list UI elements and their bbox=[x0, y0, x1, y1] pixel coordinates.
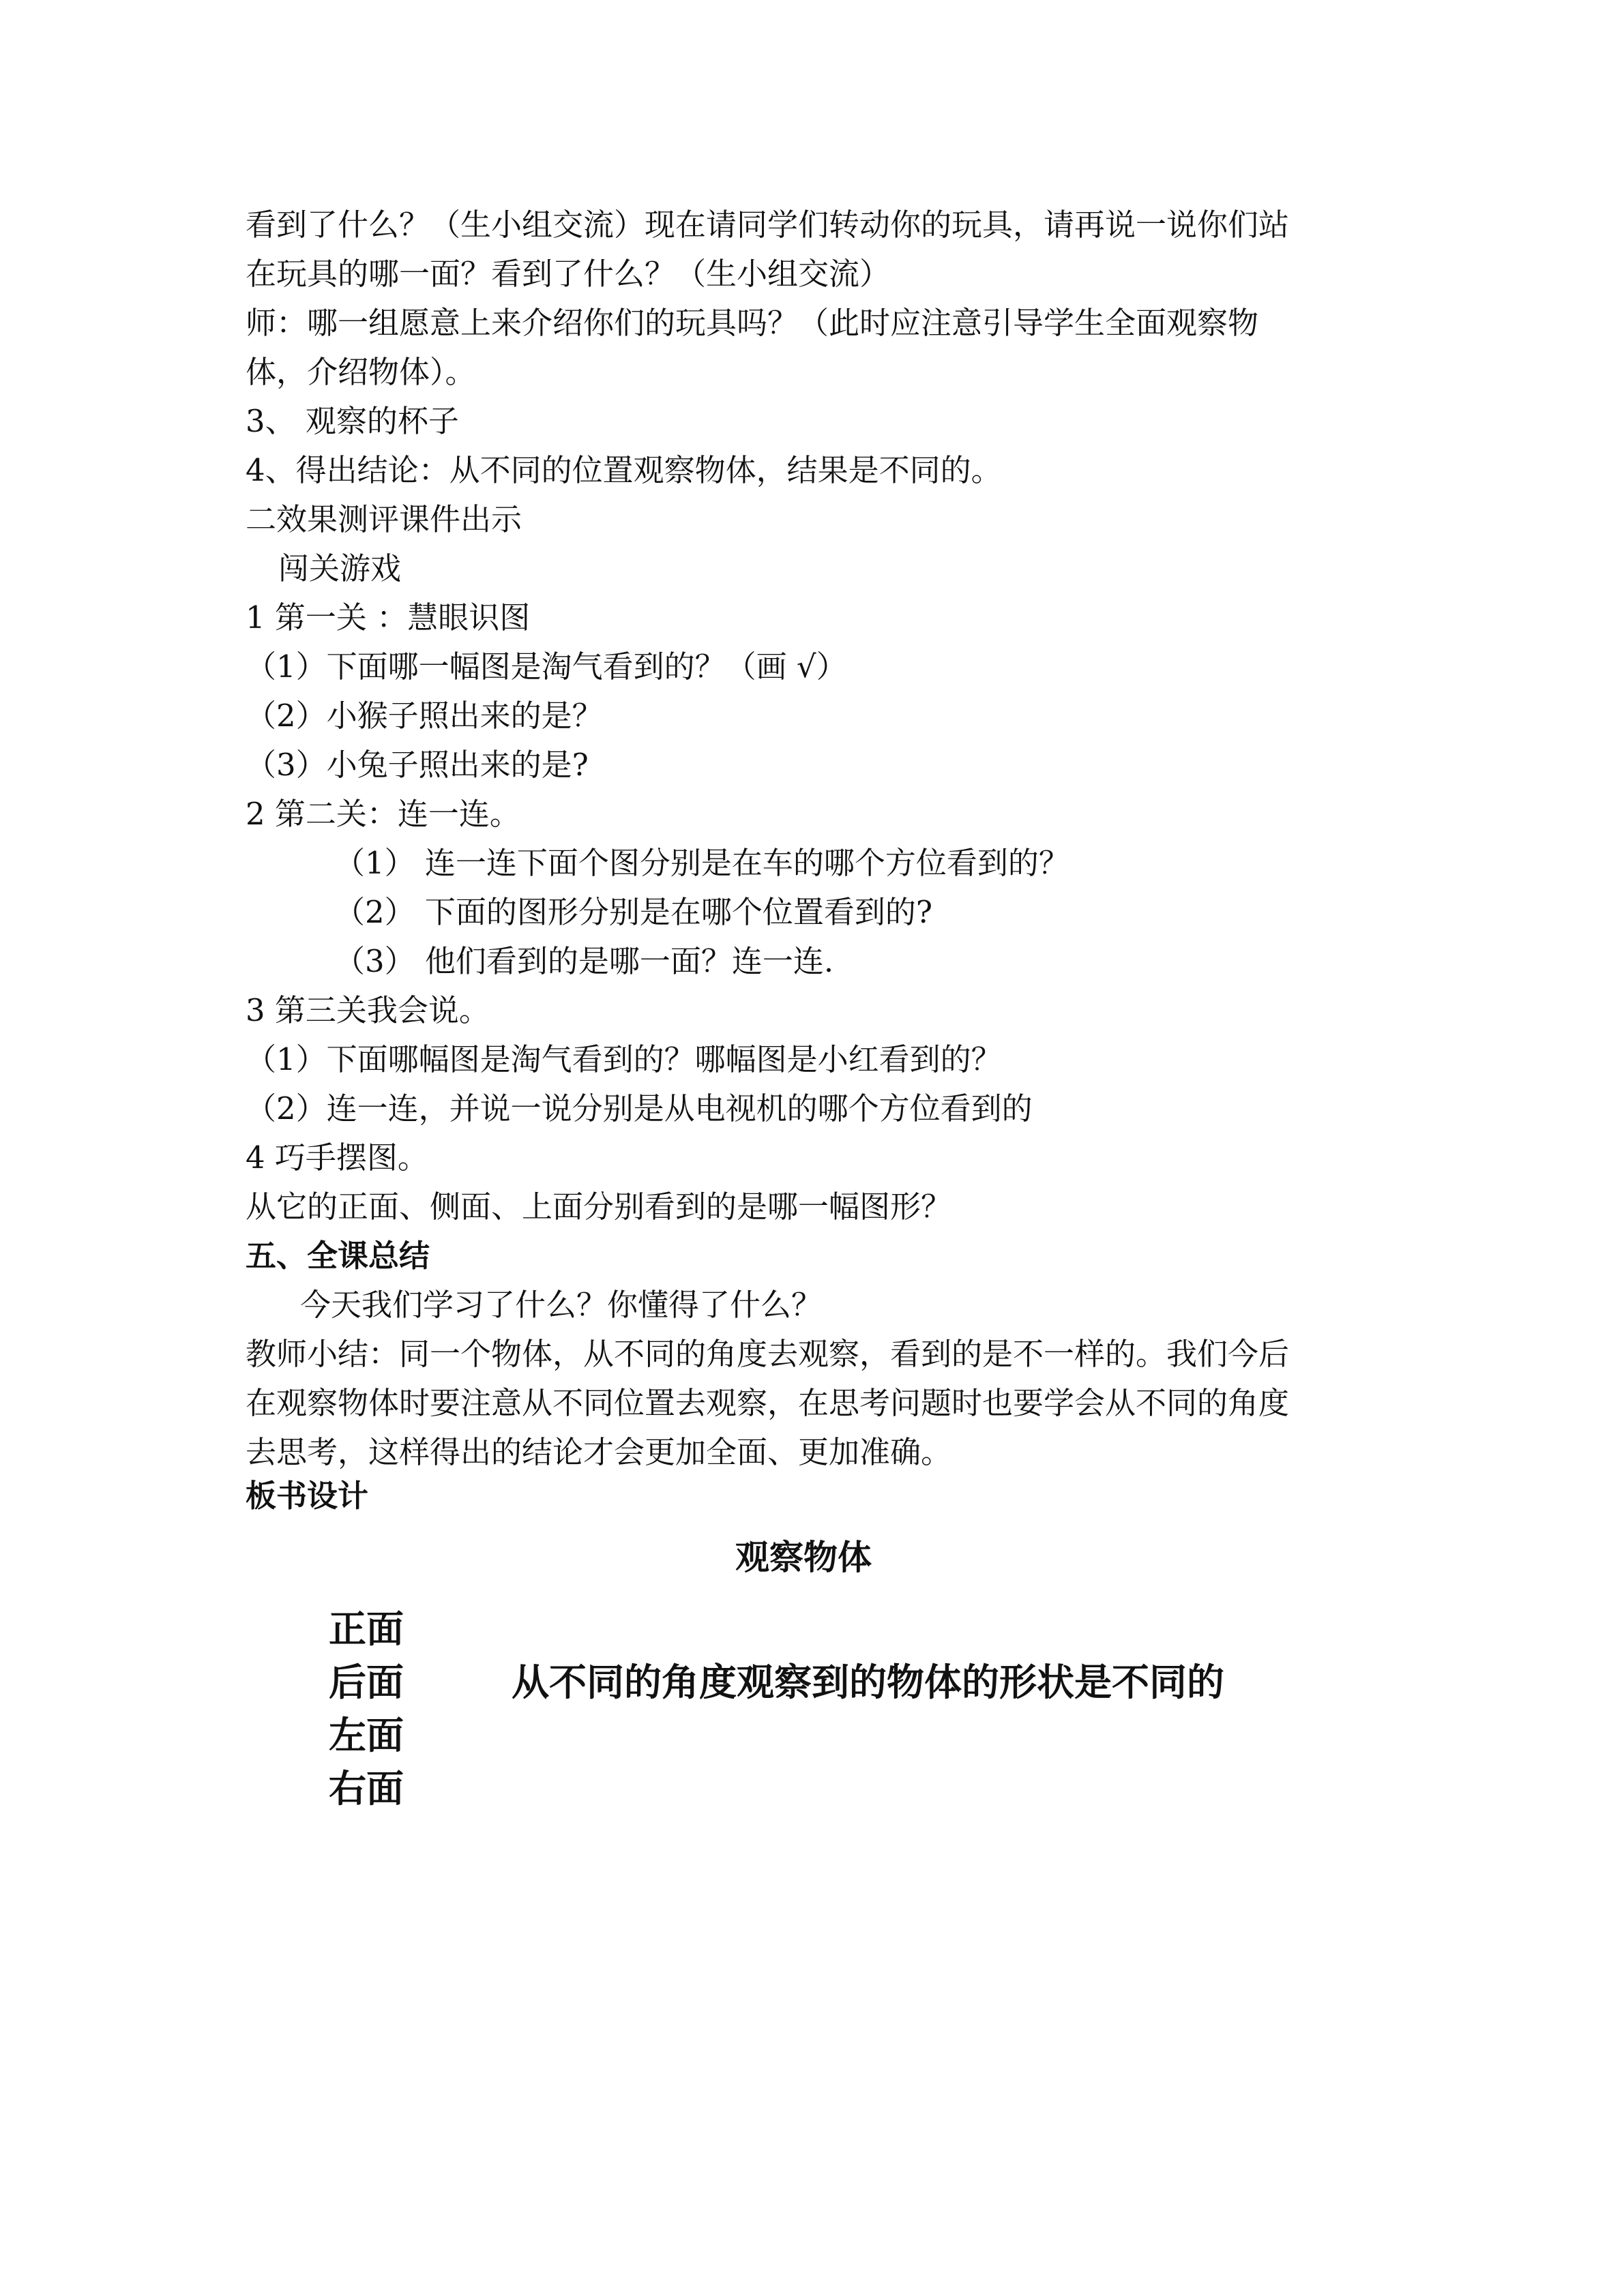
section-heading-summary: 五、全课总结 bbox=[246, 1238, 430, 1274]
text-line-3: 师：哪一组愿意上来介绍你们的玩具吗？（此时应注意引导学生全面观察物 bbox=[246, 305, 1259, 341]
teacher-summary-line-2: 在观察物体时要注意从不同位置去观察，在思考问题时也要学会从不同的角度 bbox=[246, 1385, 1290, 1421]
level-3-heading: 3 第三关我会说。 bbox=[246, 992, 490, 1028]
text-line-6: 4、得出结论：从不同的位置观察物体，结果是不同的。 bbox=[246, 452, 1002, 488]
text-line-2: 在玩具的哪一面？看到了什么？（生小组交流） bbox=[246, 256, 891, 292]
text-line-5: 3、 观察的杯子 bbox=[246, 403, 459, 439]
text-line-8: 闯关游戏 bbox=[278, 550, 402, 586]
board-design-heading: 板书设计 bbox=[246, 1478, 369, 1514]
board-face-front: 正面 bbox=[329, 1607, 404, 1651]
level-2-item-3: （3） 他们看到的是哪一面？连一连. bbox=[334, 943, 834, 979]
level-4-heading: 4 巧手摆图。 bbox=[246, 1139, 428, 1176]
board-face-left: 左面 bbox=[329, 1714, 404, 1757]
level-1-item-1: （1）下面哪一幅图是淘气看到的？（画 √） bbox=[246, 648, 847, 685]
level-2-item-1: （1） 连一连下面个图分别是在车的哪个方位看到的？ bbox=[334, 845, 1069, 881]
level-3-item-2: （2）连一连，并说一说分别是从电视机的哪个方位看到的 bbox=[246, 1090, 1033, 1127]
summary-question: 今天我们学习了什么？你懂得了什么？ bbox=[300, 1287, 823, 1323]
level-1-heading: 1 第一关 ：慧眼识图 bbox=[246, 599, 531, 636]
level-4-question: 从它的正面、侧面、上面分别看到的是哪一幅图形？ bbox=[246, 1189, 952, 1225]
text-line-4: 体，介绍物体）。 bbox=[246, 354, 476, 390]
level-1-item-2: （2）小猴子照出来的是？ bbox=[246, 698, 603, 734]
board-title: 观察物体 bbox=[735, 1538, 872, 1577]
text-line-1: 看到了什么？（生小组交流）现在请同学们转动你的玩具，请再说一说你们站 bbox=[246, 207, 1290, 243]
board-face-right: 右面 bbox=[329, 1767, 404, 1810]
teacher-summary-line-3: 去思考，这样得出的结论才会更加全面、更加准确。 bbox=[246, 1434, 952, 1470]
level-2-item-2: （2） 下面的图形分别是在哪个位置看到的? bbox=[334, 894, 933, 930]
section-heading-effect-test: 二效果测评课件出示 bbox=[246, 501, 522, 537]
level-2-heading: 2 第二关：连一连。 bbox=[246, 796, 520, 832]
teacher-summary-line-1: 教师小结：同一个物体，从不同的角度去观察，看到的是不一样的。我们今后 bbox=[246, 1336, 1290, 1372]
level-3-item-1: （1）下面哪幅图是淘气看到的？哪幅图是小红看到的？ bbox=[246, 1041, 1002, 1077]
board-face-back: 后面 bbox=[329, 1660, 404, 1704]
board-conclusion: 从不同的角度观察到的物体的形状是不同的 bbox=[512, 1660, 1225, 1704]
level-1-item-3: （3）小兔子照出来的是? bbox=[246, 747, 589, 783]
